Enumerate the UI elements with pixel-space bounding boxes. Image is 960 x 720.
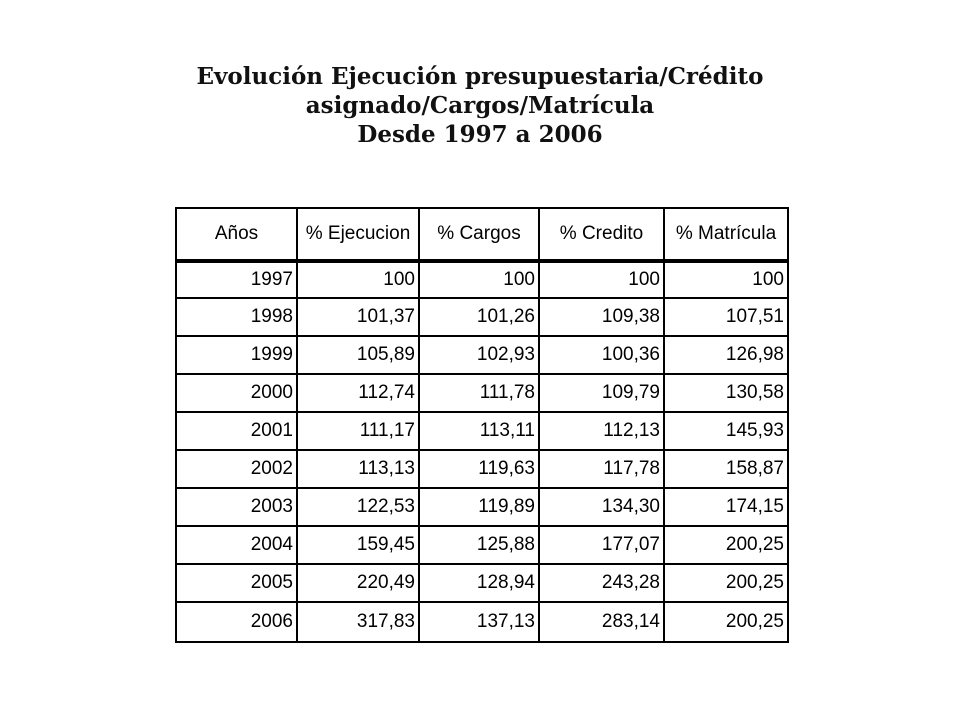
table-body [177, 261, 787, 641]
ejecucion-cell: 101,37 [298, 299, 420, 337]
header-cell-years: Años [177, 209, 298, 261]
header-cell-credito: % Credito [540, 209, 665, 261]
cargos-cell: 125,88 [420, 527, 540, 565]
page-title [0, 62, 960, 149]
table-row [177, 337, 787, 375]
year-cell: 2001 [177, 413, 298, 451]
credito-cell: 100,36 [540, 337, 665, 375]
title-line-1: Evolución Ejecución presupuestaria/Crédito [196, 63, 764, 90]
matricula-cell: 107,51 [665, 299, 787, 337]
ejecucion-cell: 220,49 [298, 565, 420, 603]
matricula-cell: 174,15 [665, 489, 787, 527]
cargos-cell: 102,93 [420, 337, 540, 375]
matricula-cell: 126,98 [665, 337, 787, 375]
table-row [177, 451, 787, 489]
year-cell: 1998 [177, 299, 298, 337]
cargos-cell: 113,11 [420, 413, 540, 451]
table-row [177, 489, 787, 527]
header-cell-ejecucion: % Ejecucion [298, 209, 420, 261]
credito-cell: 177,07 [540, 527, 665, 565]
year-cell: 2003 [177, 489, 298, 527]
credito-cell: 134,30 [540, 489, 665, 527]
year-cell: 1999 [177, 337, 298, 375]
title-line-3: Desde 1997 a 2006 [357, 121, 603, 148]
credito-cell: 109,38 [540, 299, 665, 337]
credito-cell: 100 [540, 261, 665, 299]
table-row [177, 565, 787, 603]
ejecucion-cell: 112,74 [298, 375, 420, 413]
table-row [177, 603, 787, 641]
cargos-cell: 119,63 [420, 451, 540, 489]
table-row [177, 527, 787, 565]
title-line-2: asignado/Cargos/Matrícula [305, 92, 655, 119]
cargos-cell: 111,78 [420, 375, 540, 413]
credito-cell: 109,79 [540, 375, 665, 413]
credito-cell: 243,28 [540, 565, 665, 603]
matricula-cell: 145,93 [665, 413, 787, 451]
cargos-cell: 128,94 [420, 565, 540, 603]
credito-cell: 117,78 [540, 451, 665, 489]
year-cell: 2005 [177, 565, 298, 603]
ejecucion-cell: 159,45 [298, 527, 420, 565]
ejecucion-cell: 105,89 [298, 337, 420, 375]
header-row [177, 209, 787, 261]
cargos-cell: 137,13 [420, 603, 540, 641]
year-cell: 2004 [177, 527, 298, 565]
matricula-cell: 200,25 [725, 611, 784, 632]
ejecucion-cell: 122,53 [298, 489, 420, 527]
matricula-cell: 200,25 [665, 527, 787, 565]
credito-cell: 283,14 [540, 603, 665, 641]
data-table [175, 207, 789, 643]
cargos-cell: 119,89 [420, 489, 540, 527]
ejecucion-cell: 111,17 [298, 413, 420, 451]
table-row [177, 413, 787, 451]
ejecucion-cell: 317,83 [298, 603, 420, 641]
table-row [177, 375, 787, 413]
matricula-cell: 158,87 [665, 451, 787, 489]
cargos-cell: 100 [420, 261, 540, 299]
table-row [177, 261, 787, 299]
table-row [177, 299, 787, 337]
year-cell: 2006 [177, 603, 298, 641]
matricula-cell: 100 [665, 261, 787, 299]
ejecucion-cell: 113,13 [298, 451, 420, 489]
ejecucion-cell: 100 [298, 261, 420, 299]
header-cell-cargos: % Cargos [420, 209, 540, 261]
year-cell: 2002 [177, 451, 298, 489]
credito-cell: 112,13 [540, 413, 665, 451]
cargos-cell: 101,26 [420, 299, 540, 337]
header-cell-matricula: % Matrícula [665, 209, 787, 261]
year-cell: 2000 [177, 375, 298, 413]
matricula-cell: 200,25 [665, 565, 787, 603]
year-cell: 1997 [177, 261, 298, 299]
matricula-cell: 130,58 [665, 375, 787, 413]
